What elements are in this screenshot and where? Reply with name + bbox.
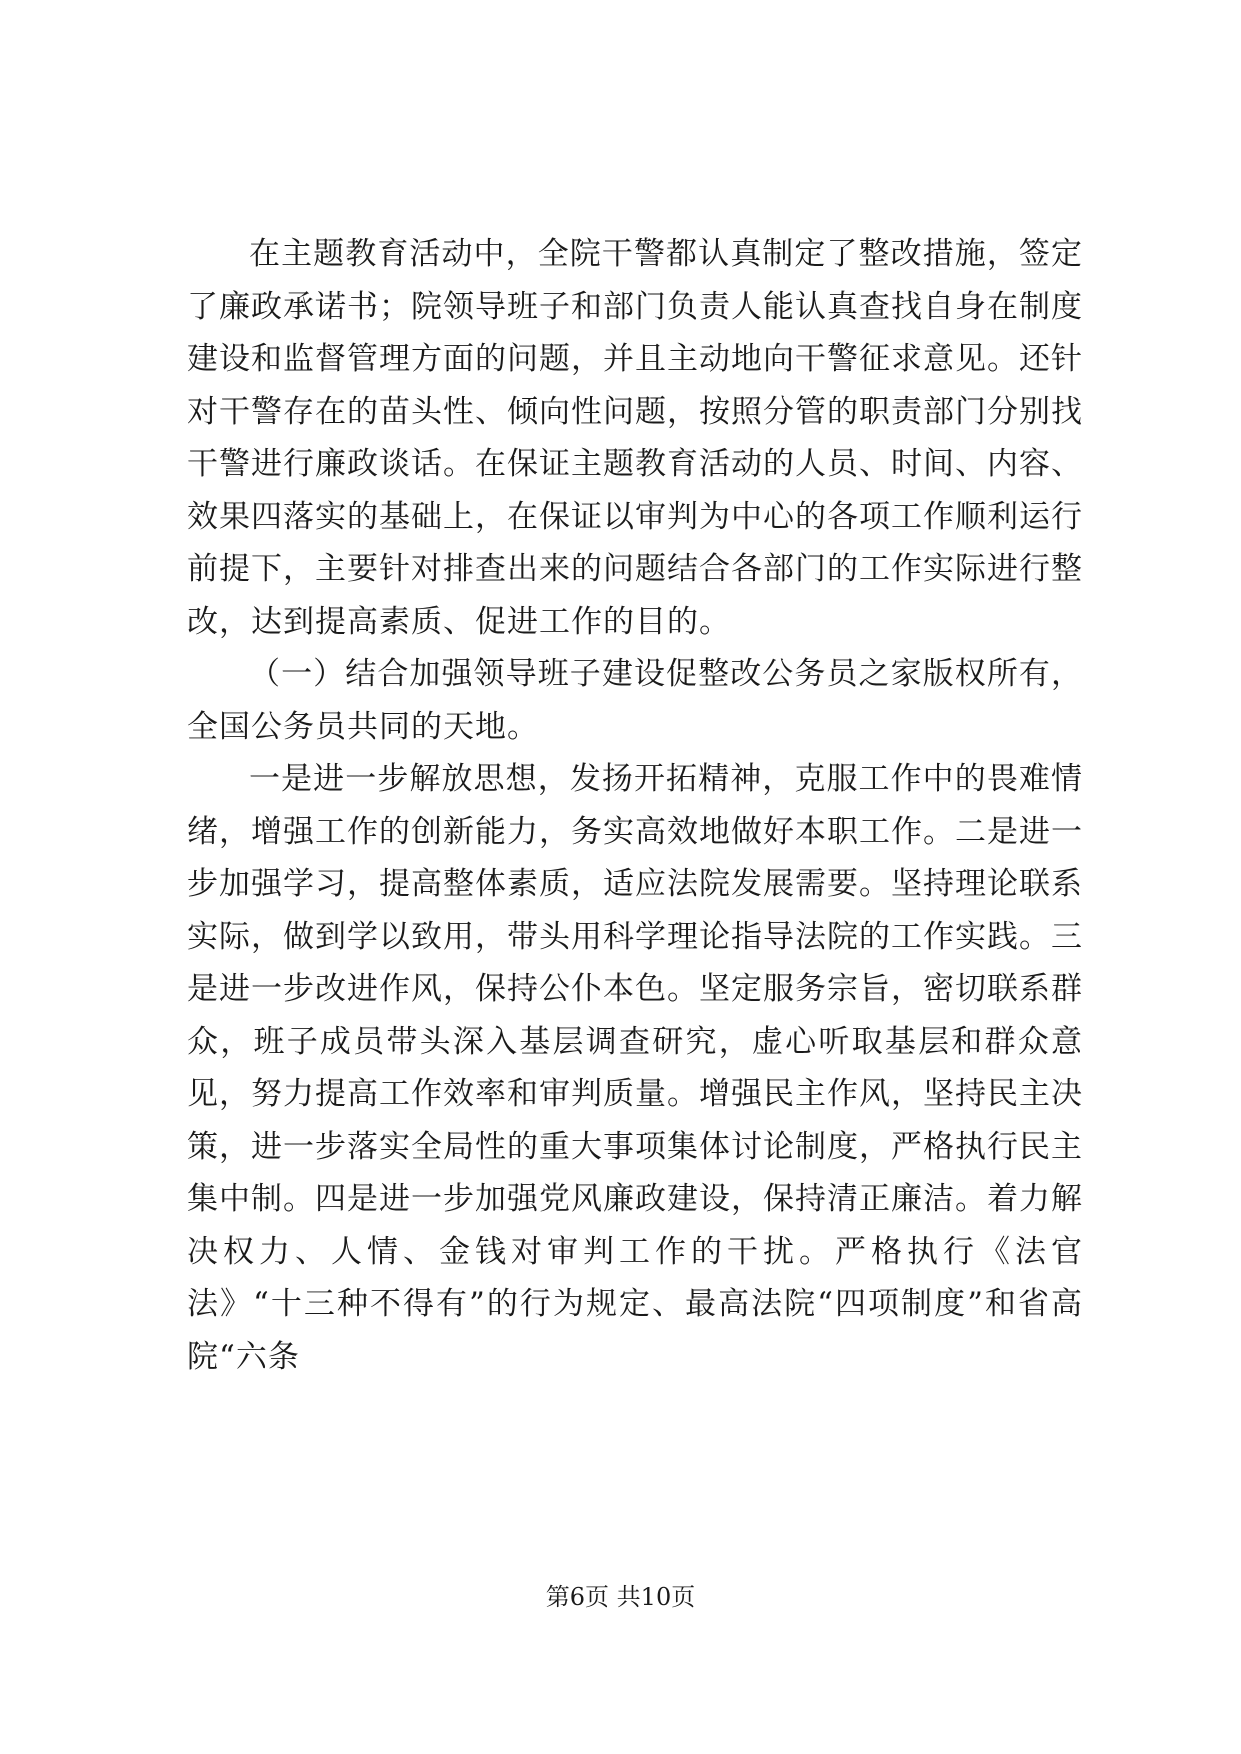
page-number-footer: 第6页 共10页 bbox=[545, 1583, 696, 1611]
paragraph-rectification-measures: 在主题教育活动中，全院干警都认真制定了整改措施，签定了廉政承诺书；院领导班子和部门负责人能认真查找自身在制度建设和监督管理方面的问题，并且主动地向干警征求意见。还针对干警存在的苗头性、倾向性问题，按照分管的职责部门分别找干警进行廉政谈话。在保证主题教育活动的人员、时间、内容、效果四落实的基础上，在保证以审判为中心的各项工作顺利运行前提下，主要针对排查出来的问题结合各部门的工作实际进行整改，达到提高素质、促进工作的目的。 bbox=[187, 236, 1083, 640]
document-body bbox=[187, 228, 1083, 1383]
paragraph-leadership-measures: 一是进一步解放思想，发扬开拓精神，克服工作中的畏难情绪，增强工作的创新能力，务实高效地做好本职工作。二是进一步加强学习，提高整体素质，适应法院发展需要。坚持理论联系实际，做到学以致用，带头用科学理论指导法院的工作实践。三是进一步改进作风，保持公仆本色。坚定服务宗旨，密切联系群众，班子成员带头深入基层调查研究，虚心听取基层和群众意见，努力提高工作效率和审判质量。增强民主作风，坚持民主决策，进一步落实全局性的重大事项集体讨论制度，严格执行民主集中制。四是进一步加强党风廉政建设，保持清正廉洁。着力解决权力、人情、金钱对审判工作的干扰。严格执行《法官法》“十三种不得有”的行为规定、最高法院“四项制度”和省高院“六条 bbox=[187, 761, 1083, 1375]
paragraph-section-heading: （一）结合加强领导班子建设促整改公务员之家版权所有，全国公务员共同的天地。 bbox=[187, 656, 1083, 745]
